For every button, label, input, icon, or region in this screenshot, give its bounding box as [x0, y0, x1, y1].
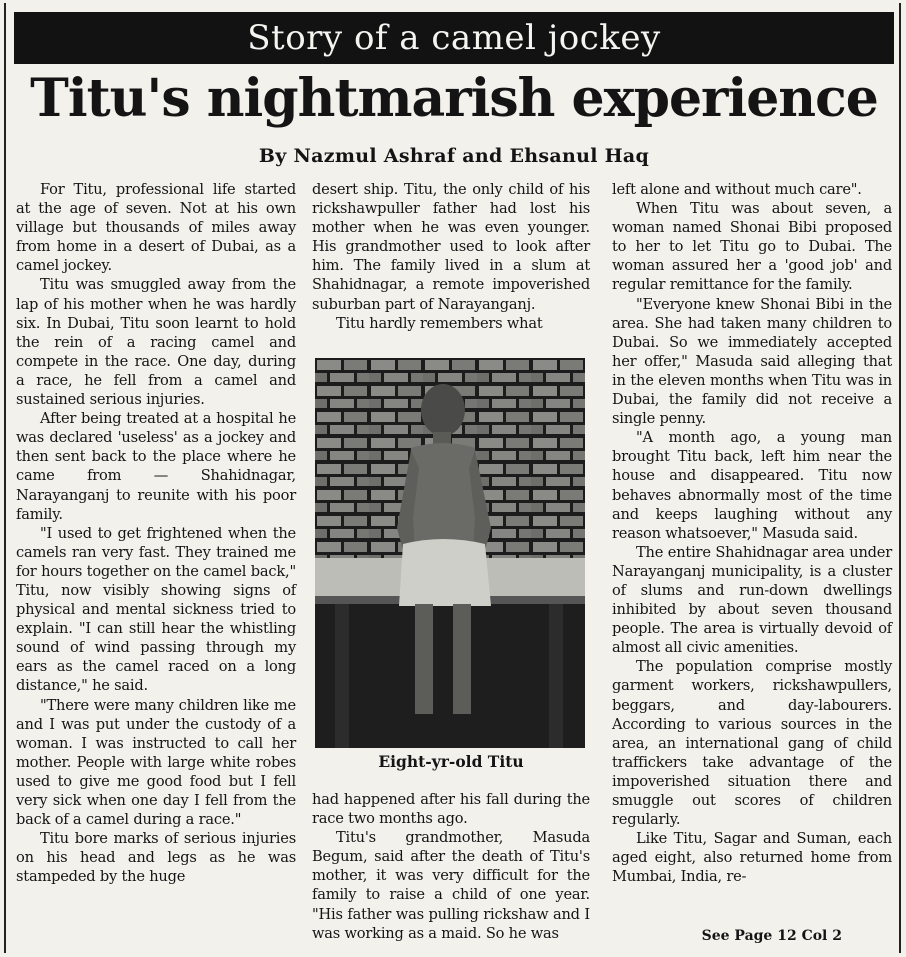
headline: Titu's nightmarish experience — [30, 68, 878, 129]
photo-illustration — [315, 358, 585, 748]
paragraph: For Titu, professional life started at the age of seven. Not at his own village but thousands of miles away from home in a desert of Dubai, as a camel jockey. — [16, 181, 296, 275]
article-column-3 — [612, 180, 892, 925]
paragraph: Titu hardly remembers what — [336, 314, 543, 332]
paragraph: "Everyone knew Shonai Bibi in the area. She had taken many children to Dubai. So we immediately accepted her offer," Masuda said alleging that in the eleven months when Titu was in Dubai, the family did not receive a single penny. — [612, 295, 892, 428]
kicker-banner — [14, 12, 894, 64]
paragraph: had happened after his fall during the race two months ago. — [312, 791, 590, 828]
paragraph: When Titu was about seven, a woman named Shonai Bibi proposed to her to let Titu go to Dubai. The woman assured her a 'good job' and regular remittance for the family. — [612, 200, 892, 294]
paragraph: After being treated at a hospital he was declared 'useless' as a jockey and then sent back to the place where he came from — Shahidnagar, Narayanganj to reunite with his poor family. — [16, 410, 296, 523]
article-column-1 — [16, 180, 296, 940]
paragraph: "A month ago, a young man brought Titu back, left him near the house and disappeared. Titu now behaves abnormally most of the time and keeps laughing without any reason whatsoever," Masuda said. — [612, 429, 892, 542]
continuation-note: See Page 12 Col 2 — [701, 928, 842, 944]
paragraph: Titu was smuggled away from the lap of his mother when he was hardly six. In Dubai, Titu soon learnt to hold the rein of a racing camel and compete in the race. One day, during a race, he fell from a camel and sustained serious injuries. — [16, 276, 296, 409]
kicker-text: Story of a camel jockey — [247, 18, 661, 58]
paragraph: Like Titu, Sagar and Suman, each aged eight, also returned home from Mumbai, India, re- — [612, 830, 892, 886]
paragraph: "I used to get frightened when the camels ran very fast. They trained me for hours together on the camel back," Titu, now visibly showing signs of physical and mental sickness tried to explain. "I can still hear the whistling sound of wind passing through my ears as the camel raced on a long distance," he said. — [16, 524, 296, 695]
paragraph: The population comprise mostly garment workers, rickshawpullers, beggars, and day-labourers. According to various sources in the area, an international gang of child traffickers take advantage of the impoverished situation there and smuggle out scores of children regularly. — [612, 658, 892, 829]
article-column-2-bottom — [312, 790, 590, 940]
paragraph: Titu bore marks of serious injuries on his head and legs as he was stampeded by the huge — [16, 830, 296, 886]
paragraph: "There were many children like me and I was put under the custody of a woman. I was instructed to call her mother. People with large white robes used to give me good food but I fell very sick when one day I fell from the back of a camel during a race." — [16, 696, 296, 829]
paragraph: left alone and without much care". — [612, 181, 862, 198]
paragraph: The entire Shahidnagar area under Narayanganj municipality, is a cluster of slums and run-down dwellings inhibited by about seven thousand people. The area is virtually devoid of almost all civic amenities. — [612, 543, 892, 657]
paragraph: desert ship. Titu, the only child of his rickshawpuller father had lost his mother when he was even younger. His grandmother used to look after him. The family lived in a slum at Shahidnagar, a remote impoverished suburban part of Narayanganj. — [312, 181, 590, 313]
photo-caption: Eight-yr-old Titu — [378, 752, 524, 771]
photo-titu — [315, 358, 585, 748]
article-column-2-top — [312, 180, 590, 350]
byline: By Nazmul Ashraf and Ehsanul Haq — [258, 145, 650, 167]
paragraph: Titu's grandmother, Masuda Begum, said after the death of Titu's mother, it was very difficult for the family to raise a child of one year. "His father was pulling rickshaw and I was working as a maid. So he was — [312, 829, 590, 942]
